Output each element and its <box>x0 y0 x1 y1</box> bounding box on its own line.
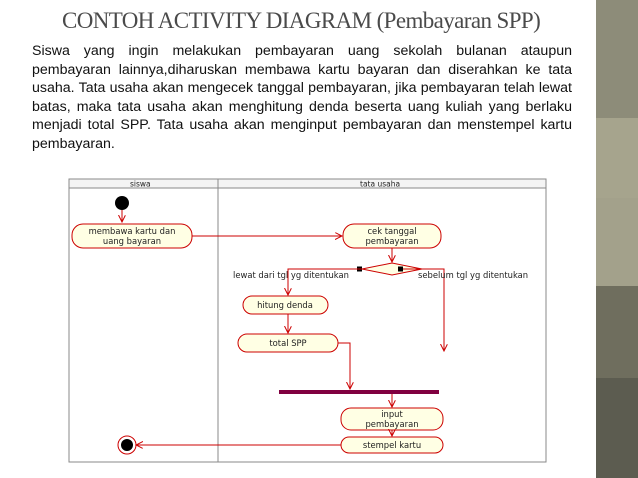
strip-block-4 <box>596 286 638 378</box>
activity-stempel-kartu-label: stempel kartu <box>362 440 422 450</box>
join-bar <box>279 390 439 394</box>
initial-node <box>115 196 129 210</box>
activity-membawa-kartu-line1: membawa kartu dan <box>88 226 176 236</box>
strip-block-1 <box>596 0 638 118</box>
activity-hitung-denda-label: hitung denda <box>257 300 313 310</box>
guard-late: lewat dari tgl yg ditentukan <box>233 270 349 280</box>
activity-cek-tanggal-line2: pembayaran <box>365 236 419 246</box>
slide-title: CONTOH ACTIVITY DIAGRAM (Pembayaran SPP) <box>62 8 541 33</box>
activity-total-spp-label: total SPP <box>269 338 307 348</box>
activity-cek-tanggal-line1: cek tanggal <box>367 226 417 236</box>
final-node-inner <box>121 439 133 451</box>
strip-block-5 <box>596 378 638 478</box>
activity-input-line2: pembayaran <box>365 419 419 429</box>
activity-input-line1: input <box>381 409 403 419</box>
swimlane-siswa: siswa <box>130 179 151 189</box>
decorative-side-strip <box>596 0 638 478</box>
guard-ontime: sebelum tgl yg ditentukan <box>418 270 529 280</box>
decision-port-right <box>398 267 403 272</box>
activity-membawa-kartu-line2: uang bayaran <box>102 236 162 246</box>
activity-diagram <box>68 174 548 464</box>
slide-description: Siswa yang ingin melakukan pembayaran uang sekolah bulanan ataupun pembayaran lainnya,diharuskan membawa kartu bayaran dan diserahkan ke tata usaha. Tata usaha akan mengecek tanggal pembayaran, jika pembayaran telah lewat batas, maka tata usaha akan menghitung denda beserta uang kuliah yang berlaku menjadi total SPP. Tata usaha akan menginput pembayaran dan menstempel kartu pembayaran. <box>32 43 572 152</box>
strip-block-2 <box>596 118 638 198</box>
strip-block-3 <box>596 198 638 286</box>
swimlane-tata-usaha: tata usaha <box>360 179 401 189</box>
swimlane-frame <box>69 179 546 462</box>
